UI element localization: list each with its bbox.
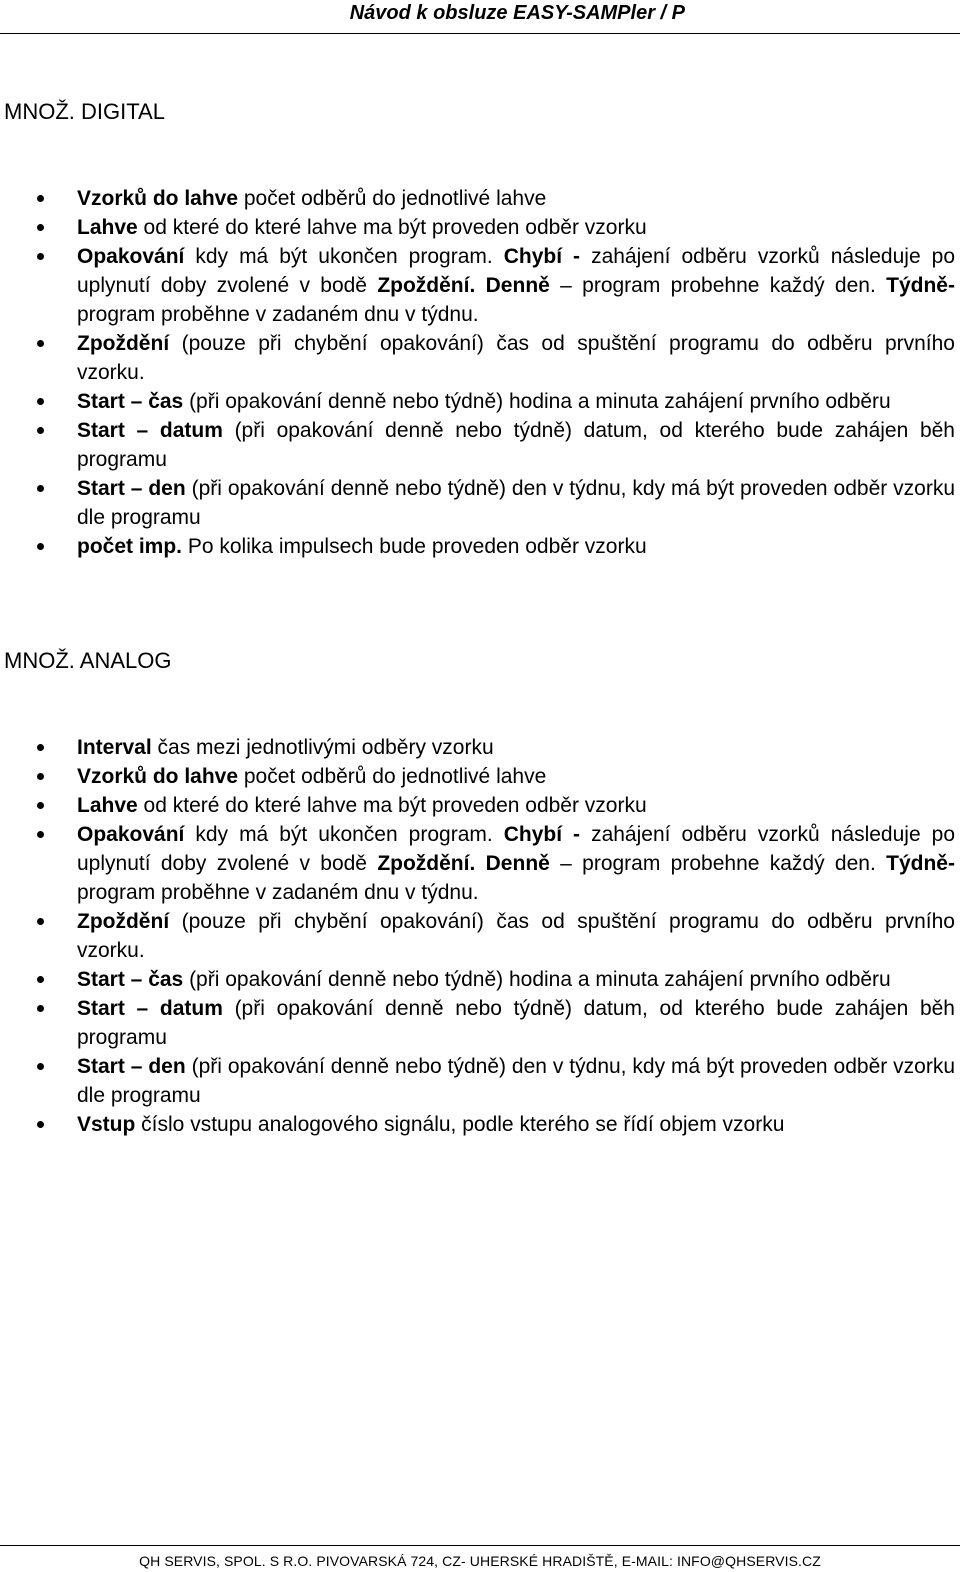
list-item <box>0 1110 955 1139</box>
item-text: (pouze při chybění opakování) čas od spuštění programu do odběru prvního vzorku. <box>77 332 955 384</box>
list-item <box>0 213 955 242</box>
bullet-icon <box>37 485 44 492</box>
list-item <box>0 791 955 820</box>
item-text: (pouze při chybění opakování) čas od spuštění programu do odběru prvního vzorku. <box>77 910 955 962</box>
bullet-icon <box>37 744 44 751</box>
item-text: (při opakování denně nebo týdně) hodina a minuta zahájení prvního odběru <box>183 968 891 991</box>
bullet-icon <box>37 802 44 809</box>
item-text: počet odběrů do jednotlivé lahve <box>238 765 547 788</box>
bullet-icon <box>37 918 44 925</box>
item-term: Vstup <box>77 1113 136 1136</box>
list-item <box>0 965 955 994</box>
bullet-icon <box>37 398 44 405</box>
item-term: Opakování <box>77 823 185 846</box>
document-title: Návod k obsluze EASY-SAMPler / P <box>349 2 685 24</box>
section-title-analog: MNOŽ. ANALOG <box>4 648 172 673</box>
analog-list <box>0 733 955 1139</box>
item-text: (při opakování denně nebo týdně) den v týdnu, kdy má být proveden odběr vzorku dle programu <box>77 1055 956 1107</box>
list-item <box>0 907 955 965</box>
item-text: číslo vstupu analogového signálu, podle kterého se řídí objem vzorku <box>135 1113 785 1136</box>
page-footer <box>0 1545 960 1572</box>
item-term: Start – den <box>77 477 186 500</box>
item-text: – program probehne každý den. <box>549 852 887 875</box>
item-term: Denně <box>485 852 550 875</box>
item-term: Vzorků do lahve <box>77 187 239 210</box>
list-item <box>0 474 955 532</box>
item-term: Interval <box>77 736 152 759</box>
item-term: Start – datum <box>77 419 223 442</box>
item-term: Start – čas <box>77 968 184 991</box>
item-term: Chybí - <box>503 823 581 846</box>
item-text: čas mezi jednotlivými odběry vzorku <box>151 736 494 759</box>
bullet-icon <box>37 427 44 434</box>
item-text <box>475 274 485 297</box>
bullet-icon <box>37 224 44 231</box>
list-item <box>0 733 955 762</box>
list-item <box>0 820 955 907</box>
item-term: Zpoždění. <box>377 274 476 297</box>
list-item <box>0 416 955 474</box>
item-term: Opakování <box>77 245 185 268</box>
item-text: (při opakování denně nebo týdně) datum, od kterého bude zahájen běh programu <box>77 997 955 1049</box>
item-text: od které do které lahve ma být proveden odběr vzorku <box>137 794 647 817</box>
item-text: Po kolika impulsech bude proveden odběr vzorku <box>182 535 647 558</box>
item-term: Lahve <box>77 216 138 239</box>
item-term: Zpoždění <box>77 910 170 933</box>
item-term: Lahve <box>77 794 138 817</box>
item-term: Denně <box>485 274 550 297</box>
bullet-icon <box>37 543 44 550</box>
item-text: – program probehne každý den. <box>549 274 887 297</box>
item-text: (při opakování denně nebo týdně) hodina a minuta zahájení prvního odběru <box>183 390 891 413</box>
page-header <box>0 0 960 34</box>
item-text: (při opakování denně nebo týdně) den v týdnu, kdy má být proveden odběr vzorku dle programu <box>77 477 956 529</box>
section-title-digital: MNOŽ. DIGITAL <box>4 99 165 124</box>
bullet-icon <box>37 1063 44 1070</box>
bullet-icon <box>37 1121 44 1128</box>
item-text: program proběhne v zadaném dnu v týdnu. <box>77 303 479 326</box>
list-item <box>0 994 955 1052</box>
item-text: kdy má být ukončen program. <box>184 823 504 846</box>
item-text: (při opakování denně nebo týdně) datum, od kterého bude zahájen běh programu <box>77 419 955 471</box>
bullet-icon <box>37 773 44 780</box>
bullet-icon <box>37 1005 44 1012</box>
item-term: Chybí - <box>503 245 581 268</box>
list-item <box>0 532 955 561</box>
bullet-icon <box>37 340 44 347</box>
item-term: Vzorků do lahve <box>77 765 239 788</box>
item-term: Týdně- <box>886 852 955 875</box>
bullet-icon <box>37 831 44 838</box>
item-text: zahájení odběru vzorků následuje po uplynutí doby zvolené v bodě <box>77 823 955 875</box>
bullet-icon <box>37 976 44 983</box>
list-item <box>0 1052 955 1110</box>
item-text: kdy má být ukončen program. <box>184 245 504 268</box>
item-term: Zpoždění. <box>377 852 476 875</box>
list-item <box>0 762 955 791</box>
item-text: zahájení odběru vzorků následuje po uplynutí doby zvolené v bodě <box>77 245 955 297</box>
bullet-icon <box>37 253 44 260</box>
list-item <box>0 184 955 213</box>
item-term: Zpoždění <box>77 332 170 355</box>
bullet-icon <box>37 195 44 202</box>
list-item <box>0 242 955 329</box>
footer-contact: QH SERVIS, SPOL. S R.O. PIVOVARSKÁ 724, CZ- UHERSKÉ HRADIŠTĚ, E-MAIL: INFO@QHSERVIS.CZ <box>139 1553 821 1569</box>
item-text: počet odběrů do jednotlivé lahve <box>238 187 547 210</box>
item-term: počet imp. <box>77 535 183 558</box>
item-term: Start – datum <box>77 997 223 1020</box>
digital-list <box>0 184 955 561</box>
item-text: od které do které lahve ma být proveden odběr vzorku <box>137 216 647 239</box>
item-term: Start – čas <box>77 390 184 413</box>
list-item <box>0 387 955 416</box>
item-text <box>475 852 485 875</box>
item-term: Start – den <box>77 1055 186 1078</box>
list-item <box>0 329 955 387</box>
item-text: program proběhne v zadaném dnu v týdnu. <box>77 881 479 904</box>
item-term: Týdně- <box>886 274 955 297</box>
